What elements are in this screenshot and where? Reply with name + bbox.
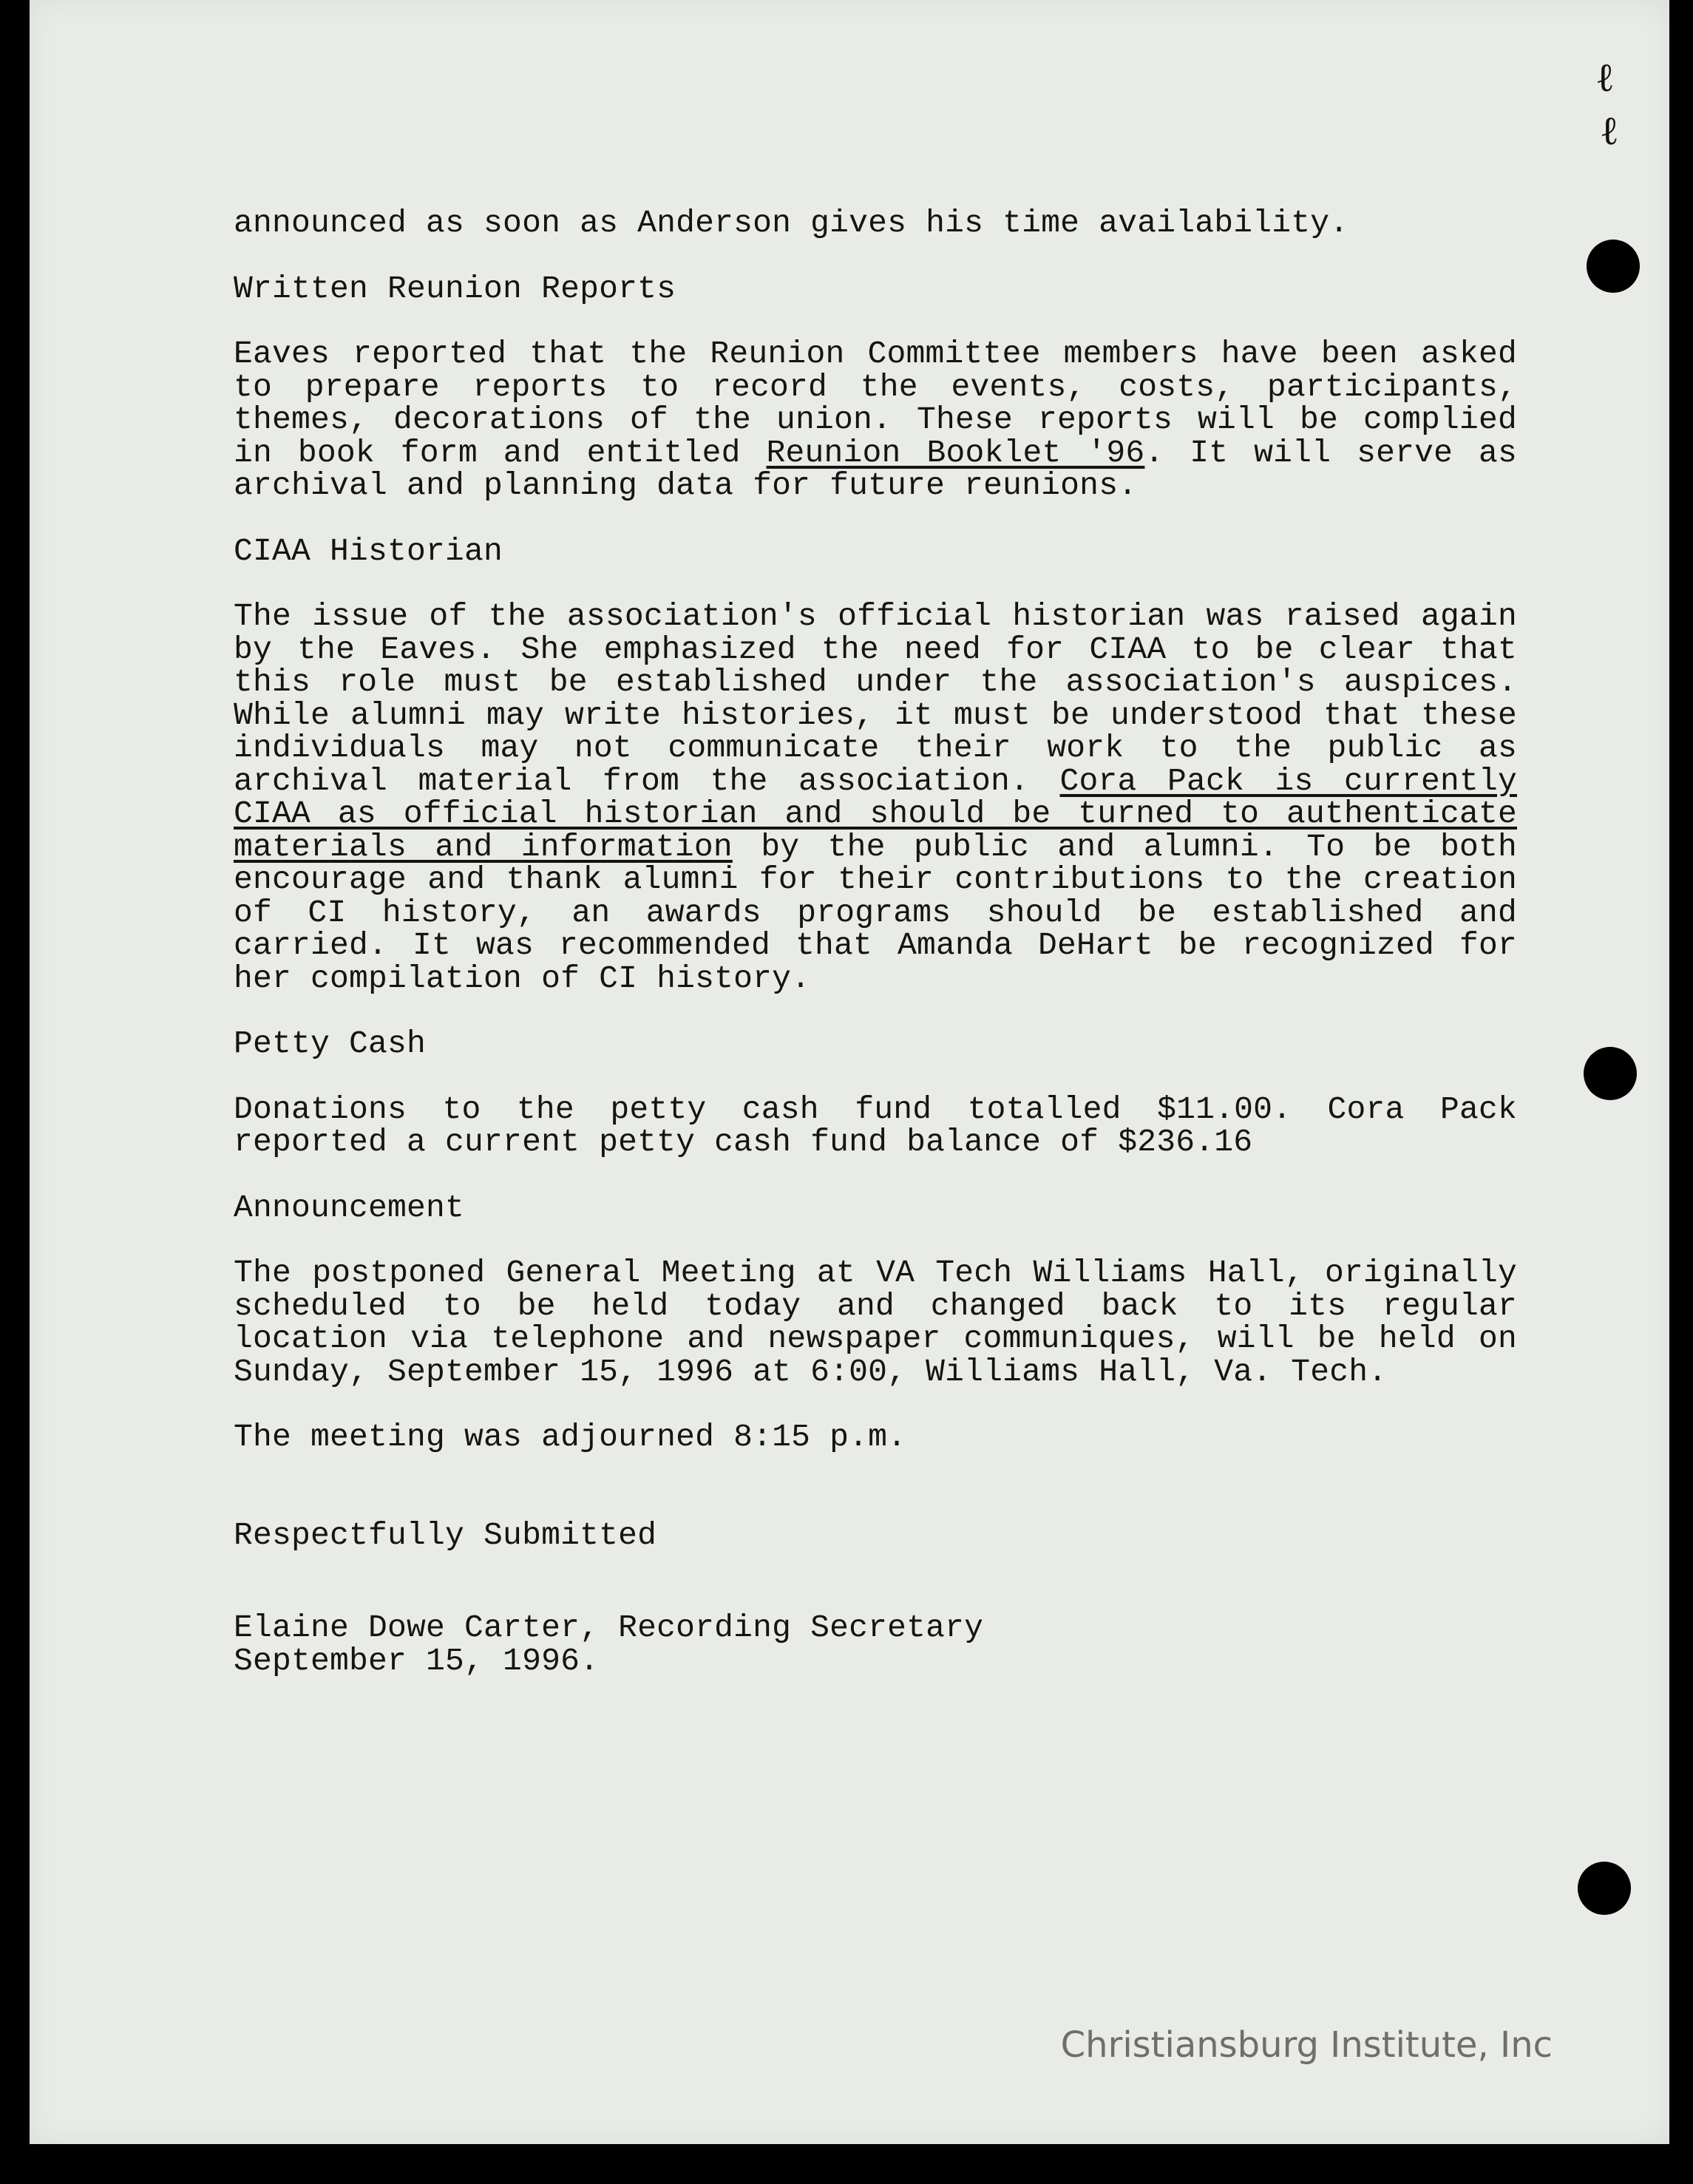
punch-hole-bottom <box>1578 1862 1631 1915</box>
written-reports-paragraph <box>234 338 1517 503</box>
handwritten-mark-top: ℓ <box>1595 54 1615 101</box>
historian-underlined-text: Cora Pack is currently CIAA as official historian and should be turned to authenticate materials and information <box>234 762 1518 865</box>
announcement-paragraph: The postponed General Meeting at VA Tech Williams Hall, originally scheduled to be held today and changed back to its regular location via telephone and newspaper communiques, will be held on Sunday, September 15, 1996 at 6:00, Williams Hall, Va. Tech. <box>234 1255 1517 1390</box>
document-page <box>30 0 1669 2144</box>
historian-text-b: by the public and alumni. To be both encourage and thank alumni for their contributions to the creation of CI history, an awards programs should be established and carried. It was recommended that Amanda DeHart be recognized for her compilation of CI history. <box>234 828 1518 997</box>
written-reports-text-b: . It will serve as archival and planning data for future reunions. <box>234 434 1518 503</box>
signature-date: September 15, 1996. <box>234 1642 600 1679</box>
punch-hole-middle <box>1584 1047 1637 1100</box>
petty-cash-paragraph: Donations to the petty cash fund totalled $11.00. Cora Pack reported a current petty cash fund balance of $236.16 <box>234 1091 1517 1160</box>
booklet-title: Reunion Booklet '96 <box>766 434 1145 471</box>
historian-paragraph <box>234 600 1517 995</box>
signature-name: Elaine Dowe Carter, Recording Secretary <box>234 1610 984 1646</box>
handwritten-mark-bottom: ℓ <box>1600 107 1619 154</box>
section-heading-petty-cash: Petty Cash <box>234 1025 427 1062</box>
section-heading-announcement: Announcement <box>234 1189 465 1226</box>
historian-text-a: The issue of the association's official historian was raised again by the Eaves. She emphasized the need for CIAA to be clear that this role must be established under the association's auspices. While alumni may write histories, it must be understood that these individuals may not communicate their work to the public as archival material from the association. <box>234 598 1517 799</box>
punch-hole-top <box>1587 240 1640 293</box>
section-heading-historian: CIAA Historian <box>234 532 503 569</box>
section-heading-written-reports: Written Reunion Reports <box>234 270 676 307</box>
written-reports-text-a: Eaves reported that the Reunion Committee members have been asked to prepare reports to record the events, costs, participants, themes, decorations of the union. These reports will be complied in book form and entitled <box>234 336 1517 471</box>
watermark: Christiansburg Institute, Inc <box>1060 2024 1553 2066</box>
intro-line: announced as soon as Anderson gives his time availability. <box>234 205 1349 241</box>
document-body <box>234 207 1517 1678</box>
closing-salutation: Respectfully Submitted <box>234 1516 657 1553</box>
adjourned-line: The meeting was adjourned 8:15 p.m. <box>234 1419 907 1455</box>
